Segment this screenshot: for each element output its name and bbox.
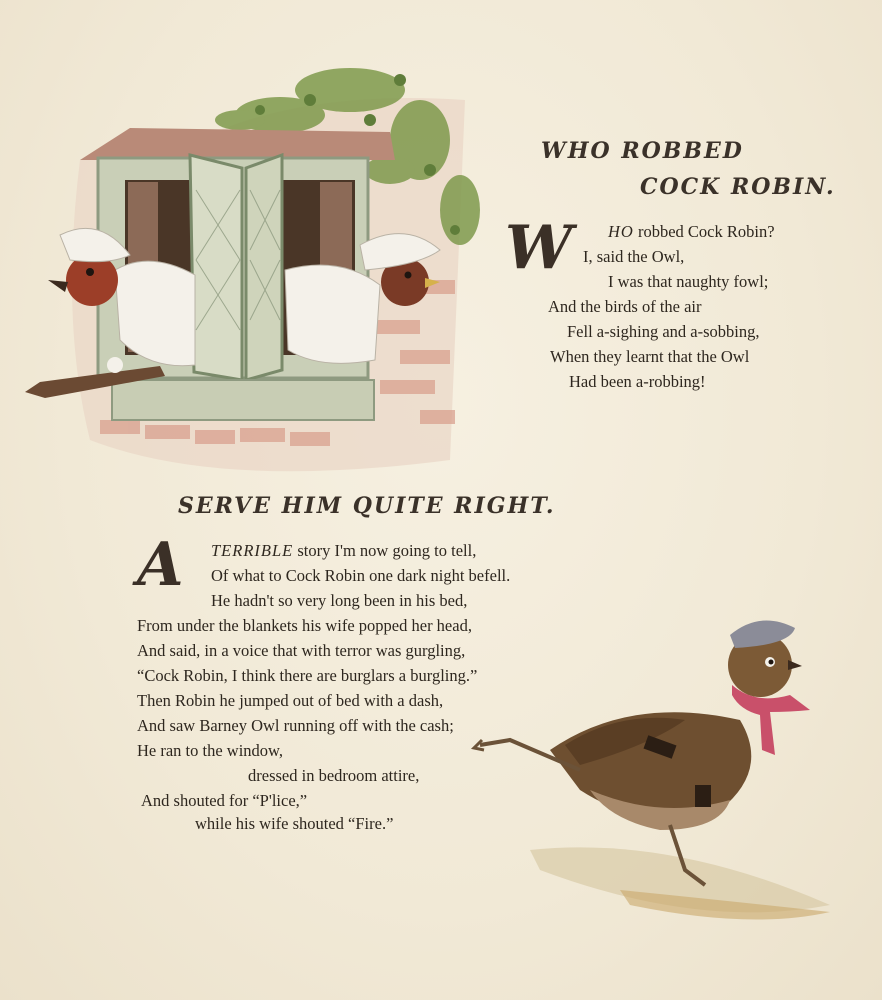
verse-line: while his wife shouted “Fire.” <box>195 814 394 833</box>
verse-line: And said, in a voice that with terror was gurgling, <box>137 641 466 660</box>
poem1-drop-cap: W <box>505 213 573 283</box>
verse-line: TERRIBLE story I'm now going to tell, <box>211 541 477 560</box>
verse-line: dressed in bedroom attire, <box>248 766 420 785</box>
verse-line: HO robbed Cock Robin? <box>608 222 775 241</box>
poem1-title-line2: COCK ROBIN. <box>640 174 836 200</box>
verse-line: I was that naughty fowl; <box>608 272 769 291</box>
verse-line: I, said the Owl, <box>583 247 685 266</box>
verse-line: And the birds of the air <box>548 297 702 316</box>
verse-line: Then Robin he jumped out of bed with a dash, <box>137 691 444 710</box>
verse-line: He hadn't so very long been in his bed, <box>211 591 468 610</box>
verse-line: Had been a-robbing! <box>569 372 706 391</box>
poem2-title: SERVE HIM QUITE RIGHT. <box>178 493 556 519</box>
poem1-title-line1: WHO ROBBED <box>541 138 744 164</box>
verse-line: And shouted for “P'lice,” <box>141 791 308 810</box>
verse-line: Of what to Cock Robin one dark night befell. <box>211 566 511 585</box>
verse-line: “Cock Robin, I think there are burglars a burgling.” <box>137 666 478 685</box>
verse-line: He ran to the window, <box>137 741 284 760</box>
verse-line: And saw Barney Owl running off with the cash; <box>137 716 454 735</box>
window-robins-illustration <box>20 20 480 490</box>
running-robin-illustration <box>470 600 850 950</box>
verse-line: Fell a-sighing and a-sobbing, <box>567 322 760 341</box>
verse-line: From under the blankets his wife popped her head, <box>137 616 472 635</box>
poem2-drop-cap: A <box>137 530 184 600</box>
verse-line: When they learnt that the Owl <box>550 347 750 366</box>
